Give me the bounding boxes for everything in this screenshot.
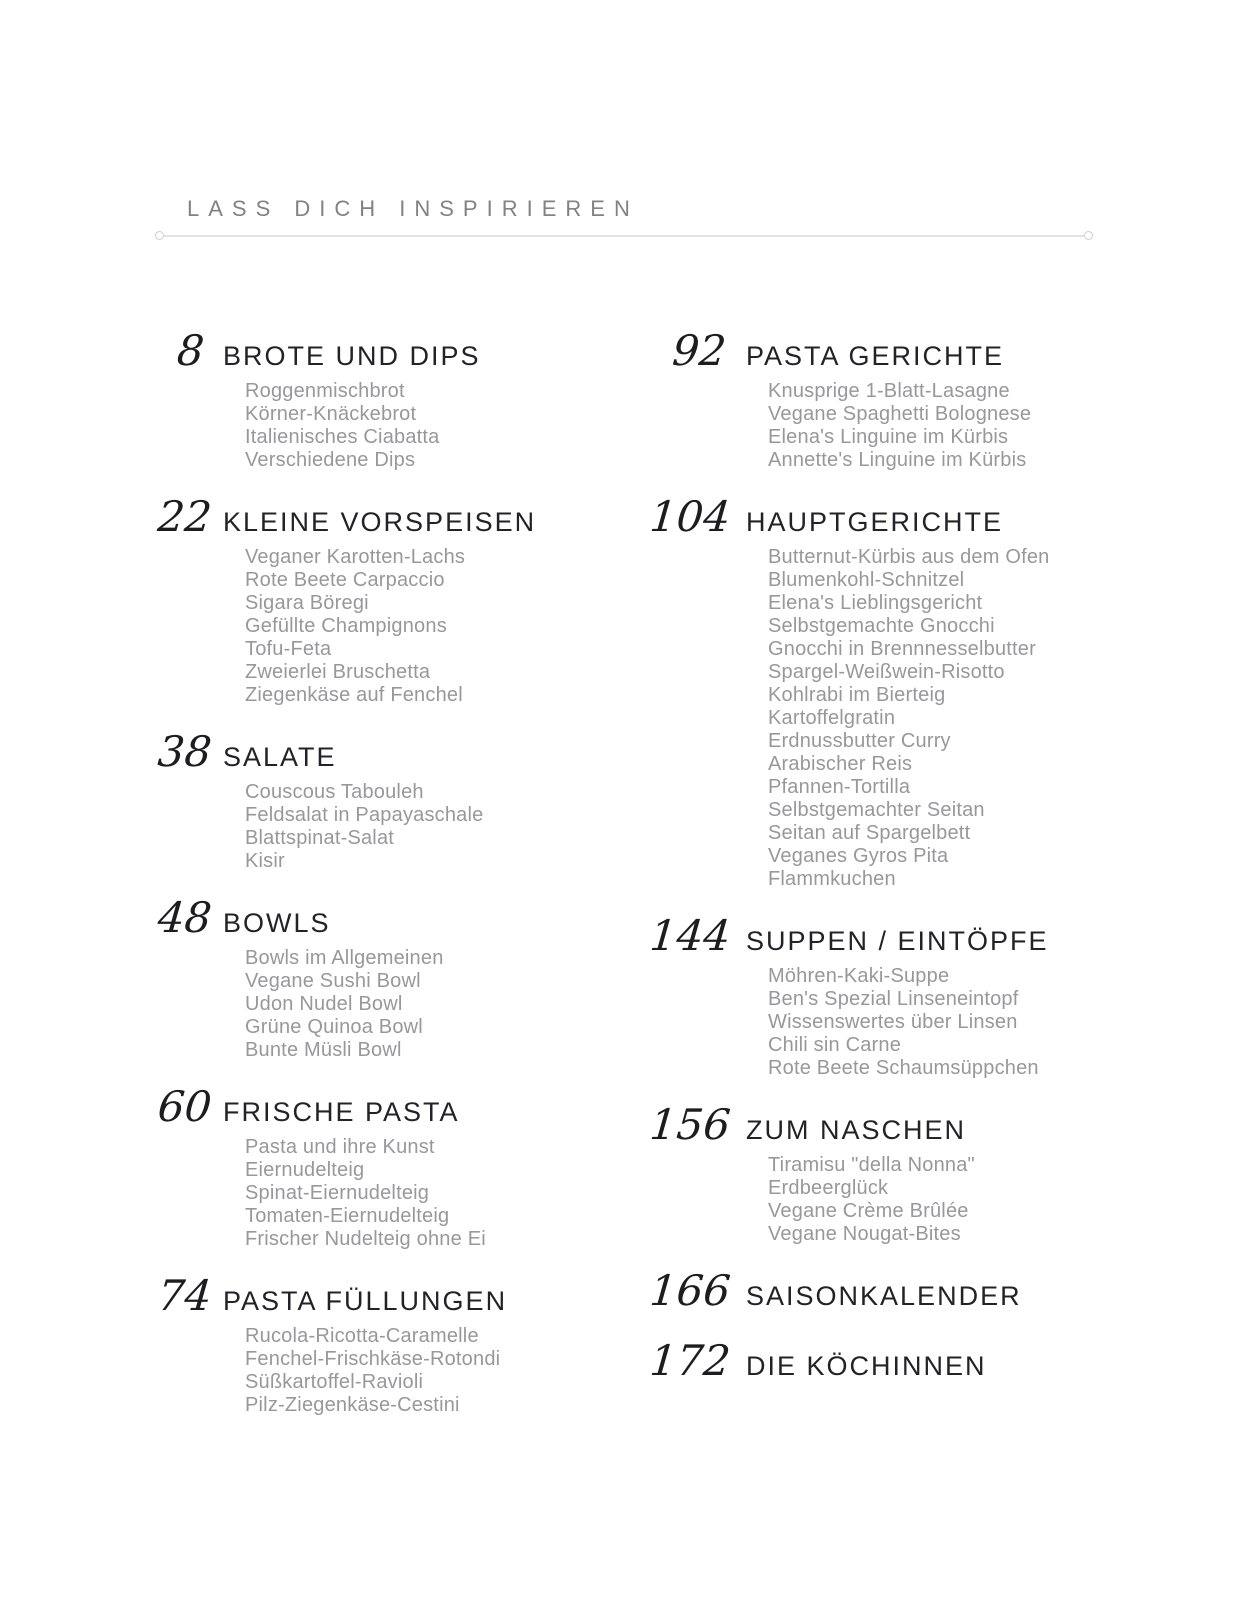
section-item-list <box>650 1154 1150 1246</box>
toc-item: Udon Nudel Bowl <box>245 993 403 1015</box>
page-eyebrow: LASS DICH INSPIRIEREN <box>187 196 639 221</box>
toc-columns <box>155 326 1158 1437</box>
toc-item: Süßkartoffel-Ravioli <box>245 1371 424 1393</box>
toc-item: Vegane Spaghetti Bolognese <box>768 403 1032 425</box>
section-header <box>158 326 650 376</box>
toc-item: Veganer Karotten-Lachs <box>245 546 466 568</box>
toc-item: Vegane Nougat-Bites <box>768 1223 961 1245</box>
section-title: SAISONKALENDER <box>746 1281 1022 1311</box>
toc-item: Sigara Böregi <box>245 592 369 614</box>
toc-section <box>155 1271 650 1417</box>
toc-item: Körner-Knäckebrot <box>245 403 417 425</box>
divider-ring-left-icon <box>155 231 164 240</box>
toc-item: Blattspinat-Salat <box>245 827 395 849</box>
section-page-number: 74 <box>155 1271 214 1320</box>
toc-item: Tiramisu "della Nonna" <box>768 1154 975 1176</box>
toc-item: Elena's Linguine im Kürbis <box>768 426 1009 448</box>
section-page-number: 172 <box>647 1336 733 1385</box>
toc-item: Eiernudelteig <box>245 1159 365 1181</box>
toc-item: Tofu-Feta <box>245 638 332 660</box>
section-header <box>647 1266 1150 1316</box>
toc-section <box>158 326 650 472</box>
toc-item: Möhren-Kaki-Suppe <box>768 965 950 987</box>
section-page-number: 144 <box>647 911 733 960</box>
section-page-number: 22 <box>155 492 214 541</box>
section-item-list <box>158 1325 650 1417</box>
section-header <box>647 911 1150 961</box>
toc-item: Butternut-Kürbis aus dem Ofen <box>768 546 1050 568</box>
toc-item: Ziegenkäse auf Fenchel <box>245 684 463 706</box>
section-title: BROTE UND DIPS <box>223 341 481 371</box>
section-page-number: 92 <box>670 326 729 375</box>
toc-item: Grüne Quinoa Bowl <box>245 1016 423 1038</box>
section-header <box>155 893 650 943</box>
divider-line <box>164 235 1084 237</box>
toc-item: Roggenmischbrot <box>245 380 405 402</box>
toc-section <box>155 1082 650 1251</box>
toc-item: Knusprige 1-Blatt-Lasagne <box>768 380 1010 402</box>
toc-section <box>647 492 1150 891</box>
toc-section <box>647 1336 1150 1386</box>
toc-column-right <box>647 326 1150 1437</box>
toc-item: Zweierlei Bruschetta <box>245 661 431 683</box>
section-title: SUPPEN / EINTÖPFE <box>746 926 1049 956</box>
section-page-number: 38 <box>155 727 214 776</box>
toc-item: Verschiedene Dips <box>245 449 416 471</box>
section-title: DIE KÖCHINNEN <box>746 1351 987 1381</box>
section-page-number: 166 <box>647 1266 733 1315</box>
toc-item: Bunte Müsli Bowl <box>245 1039 402 1061</box>
toc-item: Spinat-Eiernudelteig <box>245 1182 430 1204</box>
toc-item: Erdbeerglück <box>768 1177 889 1199</box>
section-page-number: 48 <box>155 893 214 942</box>
toc-item: Pasta und ihre Kunst <box>245 1136 435 1158</box>
section-item-list <box>650 546 1150 891</box>
section-header <box>647 1100 1150 1150</box>
section-title: SALATE <box>223 742 337 772</box>
toc-item: Blumenkohl-Schnitzel <box>768 569 965 591</box>
toc-item: Flammkuchen <box>768 868 896 890</box>
toc-item: Arabischer Reis <box>768 753 913 775</box>
toc-section <box>647 911 1150 1080</box>
toc-item: Gefüllte Champignons <box>245 615 447 637</box>
toc-item: Veganes Gyros Pita <box>768 845 949 867</box>
section-header <box>647 1336 1150 1386</box>
section-title: PASTA GERICHTE <box>746 341 1005 371</box>
toc-section <box>650 326 1150 472</box>
toc-item: Chili sin Carne <box>768 1034 902 1056</box>
section-header <box>155 492 650 542</box>
section-header <box>155 1271 650 1321</box>
section-title: KLEINE VORSPEISEN <box>223 507 537 537</box>
toc-item: Pilz-Ziegenkäse-Cestini <box>245 1394 460 1416</box>
section-title: ZUM NASCHEN <box>746 1115 967 1145</box>
section-page-number: 8 <box>175 326 207 375</box>
section-item-list <box>158 380 650 472</box>
toc-item: Kartoffelgratin <box>768 707 896 729</box>
toc-section <box>155 492 650 707</box>
section-item-list <box>158 546 650 707</box>
toc-item: Annette's Linguine im Kürbis <box>768 449 1027 471</box>
toc-item: Elena's Lieblingsgericht <box>768 592 983 614</box>
toc-item: Spargel-Weißwein-Risotto <box>768 661 1005 683</box>
section-title: PASTA FÜLLUNGEN <box>223 1286 508 1316</box>
section-header <box>650 326 1150 376</box>
toc-section <box>155 893 650 1062</box>
toc-item: Selbstgemachte Gnocchi <box>768 615 995 637</box>
toc-item: Rote Beete Schaumsüppchen <box>768 1057 1039 1079</box>
toc-item: Frischer Nudelteig ohne Ei <box>245 1228 486 1250</box>
divider-ring-right-icon <box>1084 231 1093 240</box>
toc-column-left <box>155 326 650 1437</box>
toc-section <box>647 1266 1150 1316</box>
section-item-list <box>650 965 1150 1080</box>
toc-item: Wissenswertes über Linsen <box>768 1011 1018 1033</box>
section-title: FRISCHE PASTA <box>223 1097 460 1127</box>
section-page-number: 104 <box>647 492 733 541</box>
toc-item: Rucola-Ricotta-Caramelle <box>245 1325 479 1347</box>
section-page-number: 156 <box>647 1100 733 1149</box>
toc-item: Vegane Crème Brûlée <box>768 1200 969 1222</box>
section-title: HAUPTGERICHTE <box>746 507 1004 537</box>
section-header <box>155 1082 650 1132</box>
section-title: BOWLS <box>223 908 331 938</box>
toc-item: Seitan auf Spargelbett <box>768 822 971 844</box>
toc-item: Erdnussbutter Curry <box>768 730 951 752</box>
toc-item: Tomaten-Eiernudelteig <box>245 1205 450 1227</box>
toc-item: Feldsalat in Papayaschale <box>245 804 484 826</box>
section-item-list <box>650 380 1150 472</box>
toc-item: Bowls im Allgemeinen <box>245 947 444 969</box>
section-item-list <box>158 781 650 873</box>
toc-item: Rote Beete Carpaccio <box>245 569 445 591</box>
toc-item: Kohlrabi im Bierteig <box>768 684 946 706</box>
section-item-list <box>158 1136 650 1251</box>
toc-item: Italienisches Ciabatta <box>245 426 440 448</box>
section-header <box>647 492 1150 542</box>
section-item-list <box>158 947 650 1062</box>
divider-rule <box>155 231 1093 240</box>
toc-item: Selbstgemachter Seitan <box>768 799 985 821</box>
toc-item: Kisir <box>245 850 285 872</box>
toc-item: Vegane Sushi Bowl <box>245 970 421 992</box>
toc-item: Gnocchi in Brennnesselbutter <box>768 638 1036 660</box>
toc-item: Fenchel-Frischkäse-Rotondi <box>245 1348 501 1370</box>
toc-section <box>155 727 650 873</box>
toc-section <box>647 1100 1150 1246</box>
toc-item: Couscous Tabouleh <box>245 781 424 803</box>
toc-item: Ben's Spezial Linseneintopf <box>768 988 1019 1010</box>
section-header <box>155 727 650 777</box>
toc-item: Pfannen-Tortilla <box>768 776 911 798</box>
section-page-number: 60 <box>155 1082 214 1131</box>
